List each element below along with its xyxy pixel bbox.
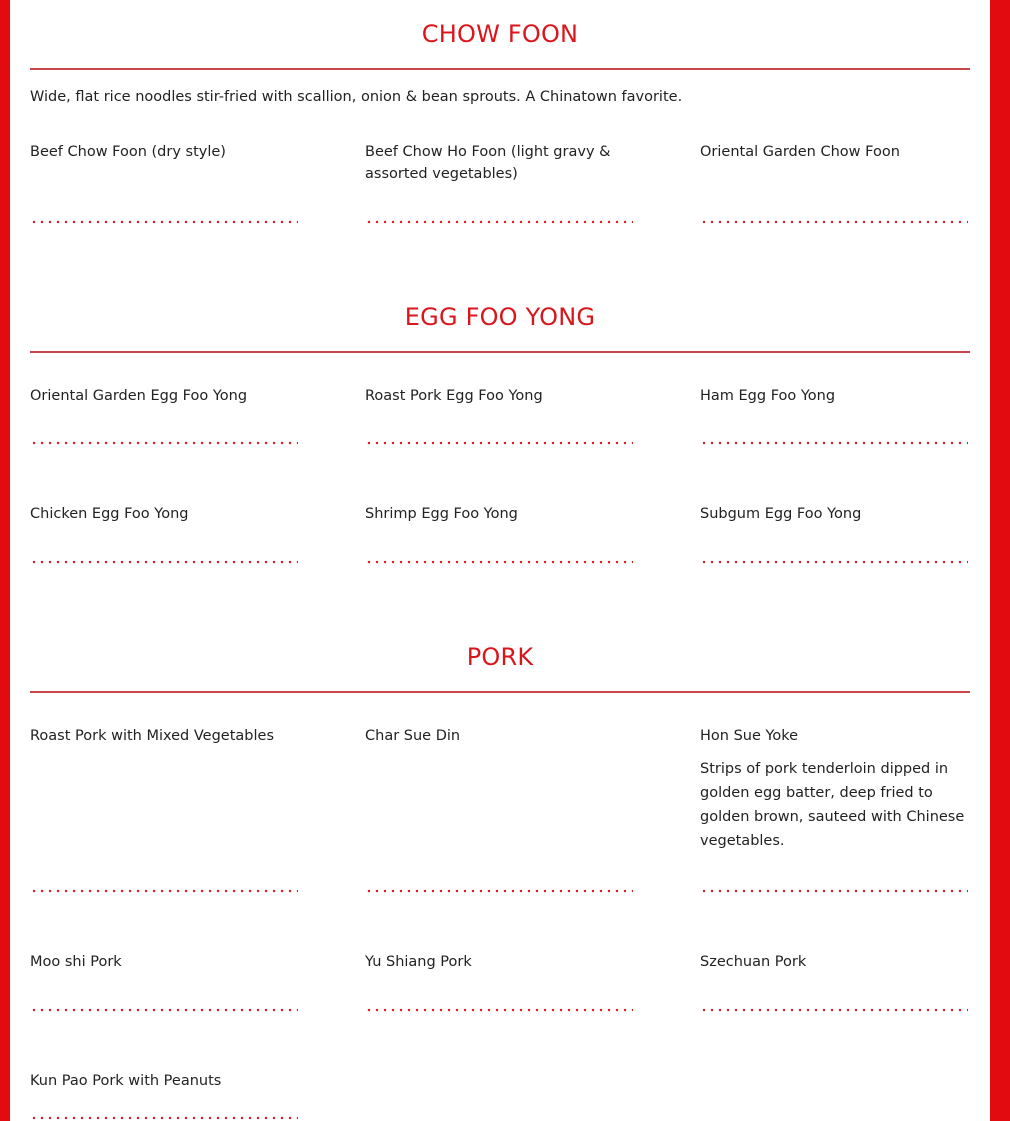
menu-item-name: Yu Shiang Pork [365,954,472,970]
menu-item-name: Szechuan Pork [700,954,807,970]
section-title: PORK [466,643,534,671]
price-leader-dots [700,440,968,446]
section-divider [30,691,970,693]
price-leader-dots [30,440,298,446]
section-title: EGG FOO YONG [404,303,596,331]
menu-item[interactable] [700,503,970,525]
menu-item[interactable] [365,951,635,973]
price-leader-dots [365,559,633,565]
menu-item-name: Moo shi Pork [30,954,122,970]
price-leader-dots [30,219,298,225]
price-leader-dots [365,888,633,894]
menu-item-name: Beef Chow Ho Foon (light gravy & assorted vegetables) [365,144,611,182]
price-leader-dots [700,559,968,565]
price-leader-dots [30,1007,298,1013]
price-leader-dots [30,559,298,565]
menu-item[interactable] [365,385,635,407]
menu-item[interactable] [365,141,635,185]
menu-item-name: Hon Sue Yoke [700,728,799,744]
menu-item-name: Oriental Garden Chow Foon [700,144,900,160]
price-leader-dots [700,1007,968,1013]
menu-item-name: Shrimp Egg Foo Yong [365,506,518,522]
menu-item-description: Strips of pork tenderloin dipped in golden egg batter, deep fried to golden brown, sauteed with Chinese vegetables. [700,761,965,849]
price-leader-dots [700,219,968,225]
menu-item[interactable] [365,503,635,525]
menu-item-name: Oriental Garden Egg Foo Yong [30,388,248,404]
price-leader-dots [365,440,633,446]
menu-item[interactable] [30,725,300,747]
right-border [990,0,1010,1121]
menu-item[interactable] [30,951,300,973]
menu-item-name: Subgum Egg Foo Yong [700,506,862,522]
menu-item-name: Ham Egg Foo Yong [700,388,836,404]
price-leader-dots [365,1007,633,1013]
menu-item-name: Roast Pork with Mixed Vegetables [30,728,274,744]
menu-item-name: Roast Pork Egg Foo Yong [365,388,543,404]
menu-item[interactable] [700,951,970,973]
menu-content [30,0,970,1121]
menu-item[interactable] [30,141,300,163]
menu-item-name: Beef Chow Foon (dry style) [30,144,226,160]
menu-item[interactable] [30,503,300,525]
section-divider [30,68,970,70]
section-title: CHOW FOON [421,20,579,48]
menu-item[interactable] [700,385,970,407]
menu-item[interactable] [30,1070,300,1092]
menu-item-name: Char Sue Din [365,728,461,744]
left-border [0,0,10,1121]
section-divider [30,351,970,353]
menu-item[interactable] [365,725,635,747]
price-leader-dots [30,1115,298,1121]
price-leader-dots [30,888,298,894]
price-leader-dots [365,219,633,225]
menu-item-name: Kun Pao Pork with Peanuts [30,1073,222,1089]
price-leader-dots [700,888,968,894]
menu-item-name: Chicken Egg Foo Yong [30,506,189,522]
menu-item[interactable] [700,725,970,853]
section-description: Wide, flat rice noodles stir-fried with scallion, onion & bean sprouts. A Chinatown favorite. [30,89,683,105]
menu-item[interactable] [700,141,970,163]
menu-item[interactable] [30,385,300,407]
